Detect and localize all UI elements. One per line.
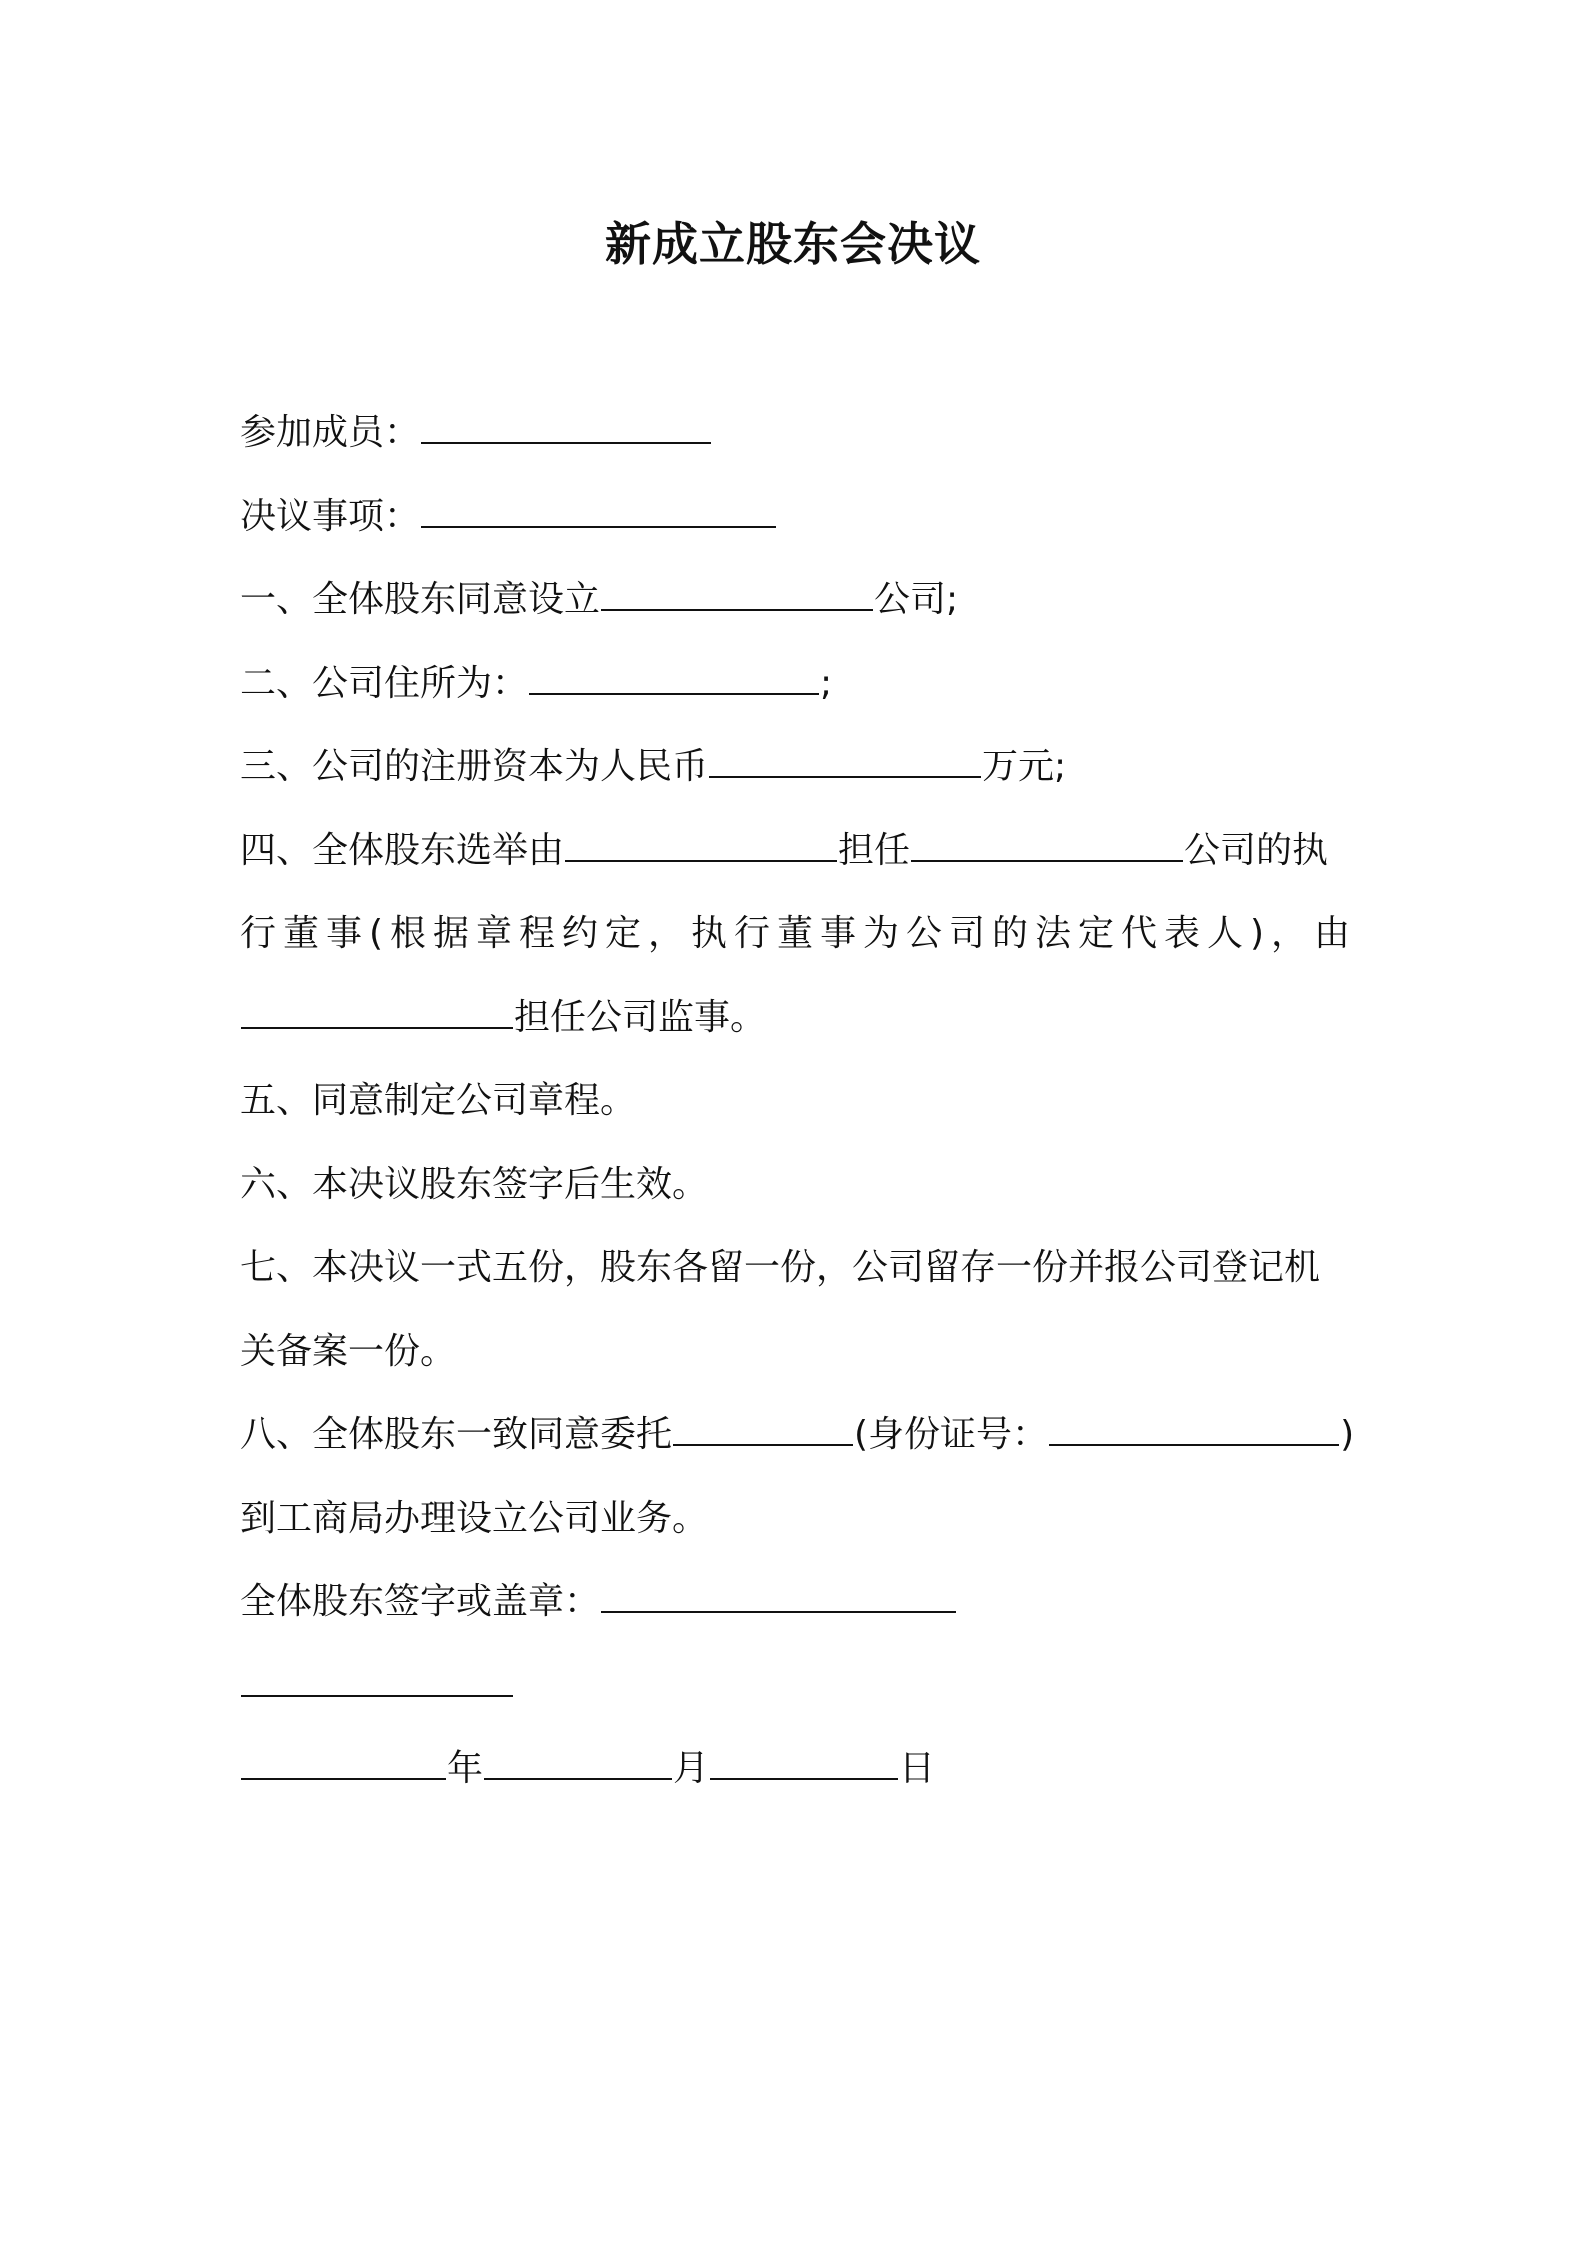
signature-label: 全体股东签字或盖章：	[240, 1581, 601, 1622]
item-8-line-2: 到工商局办理设立公司业务。	[240, 1497, 709, 1539]
item-1-line	[240, 573, 1350, 657]
item-3-text-b: 万元;	[982, 746, 1067, 787]
day-blank[interactable]	[710, 1742, 898, 1780]
item-8-text-c: )	[1340, 1414, 1355, 1455]
item-8-text-a: 八、全体股东一致同意委托	[240, 1414, 673, 1455]
item-5-line: 五、同意制定公司章程。	[240, 1080, 637, 1121]
month-label: 月	[673, 1748, 710, 1789]
item-1-text-b: 公司;	[874, 579, 959, 620]
matters-blank[interactable]	[421, 490, 776, 528]
day-label: 日	[899, 1748, 936, 1789]
item-6-line: 六、本决议股东签字后生效。	[240, 1163, 709, 1205]
item-4-text-b: 担任	[838, 829, 911, 871]
item-8-text-b: (身份证号：	[854, 1414, 1049, 1455]
item-3-line	[240, 740, 1350, 824]
capital-blank[interactable]	[709, 740, 981, 778]
signature-blank[interactable]	[601, 1575, 956, 1613]
members-line	[240, 406, 1350, 490]
id-number-blank[interactable]	[1049, 1408, 1339, 1446]
document-body	[240, 406, 1355, 1826]
signature-blank-2[interactable]	[241, 1659, 513, 1697]
agent-name-blank[interactable]	[673, 1408, 853, 1446]
month-blank[interactable]	[484, 1742, 672, 1780]
matters-line	[240, 490, 1350, 574]
item-4-line-1	[240, 824, 1350, 908]
item-7-line-2: 关备案一份。	[240, 1330, 457, 1372]
members-blank[interactable]	[421, 406, 711, 444]
item-4-line-2: 行董事(根据章程约定，执行董事为公司的法定代表人)，由	[240, 913, 1350, 954]
item-7-line-1: 七、本决议一式五份，股东各留一份，公司留存一份并报公司登记机	[240, 1247, 1321, 1288]
item-2-text-a: 二、公司住所为：	[240, 662, 529, 704]
document-title: 新成立股东会决议	[605, 217, 981, 271]
year-blank[interactable]	[241, 1742, 446, 1780]
matters-label: 决议事项：	[240, 495, 421, 537]
item-2-line	[240, 657, 1350, 741]
item-1-text-a: 一、全体股东同意设立	[240, 579, 601, 620]
item-8-line-1	[240, 1408, 1355, 1492]
signature-line-2	[240, 1659, 1350, 1743]
supervisor-blank[interactable]	[241, 991, 513, 1029]
address-blank[interactable]	[529, 657, 819, 695]
director-company-blank[interactable]	[911, 824, 1183, 862]
members-label: 参加成员：	[240, 412, 421, 453]
director-name-blank[interactable]	[565, 824, 837, 862]
item-4-text-c: 公司的执	[1184, 829, 1329, 871]
item-4-text-e: 担任公司监事。	[514, 996, 767, 1038]
item-4-text-a: 四、全体股东选举由	[240, 829, 565, 871]
signature-line	[240, 1575, 1350, 1659]
year-label: 年	[447, 1748, 484, 1789]
item-2-text-b: ;	[820, 662, 833, 704]
date-line	[240, 1742, 1350, 1826]
item-3-text-a: 三、公司的注册资本为人民币	[240, 746, 709, 787]
item-4-line-3	[240, 991, 1350, 1075]
company-name-blank[interactable]	[601, 573, 873, 611]
